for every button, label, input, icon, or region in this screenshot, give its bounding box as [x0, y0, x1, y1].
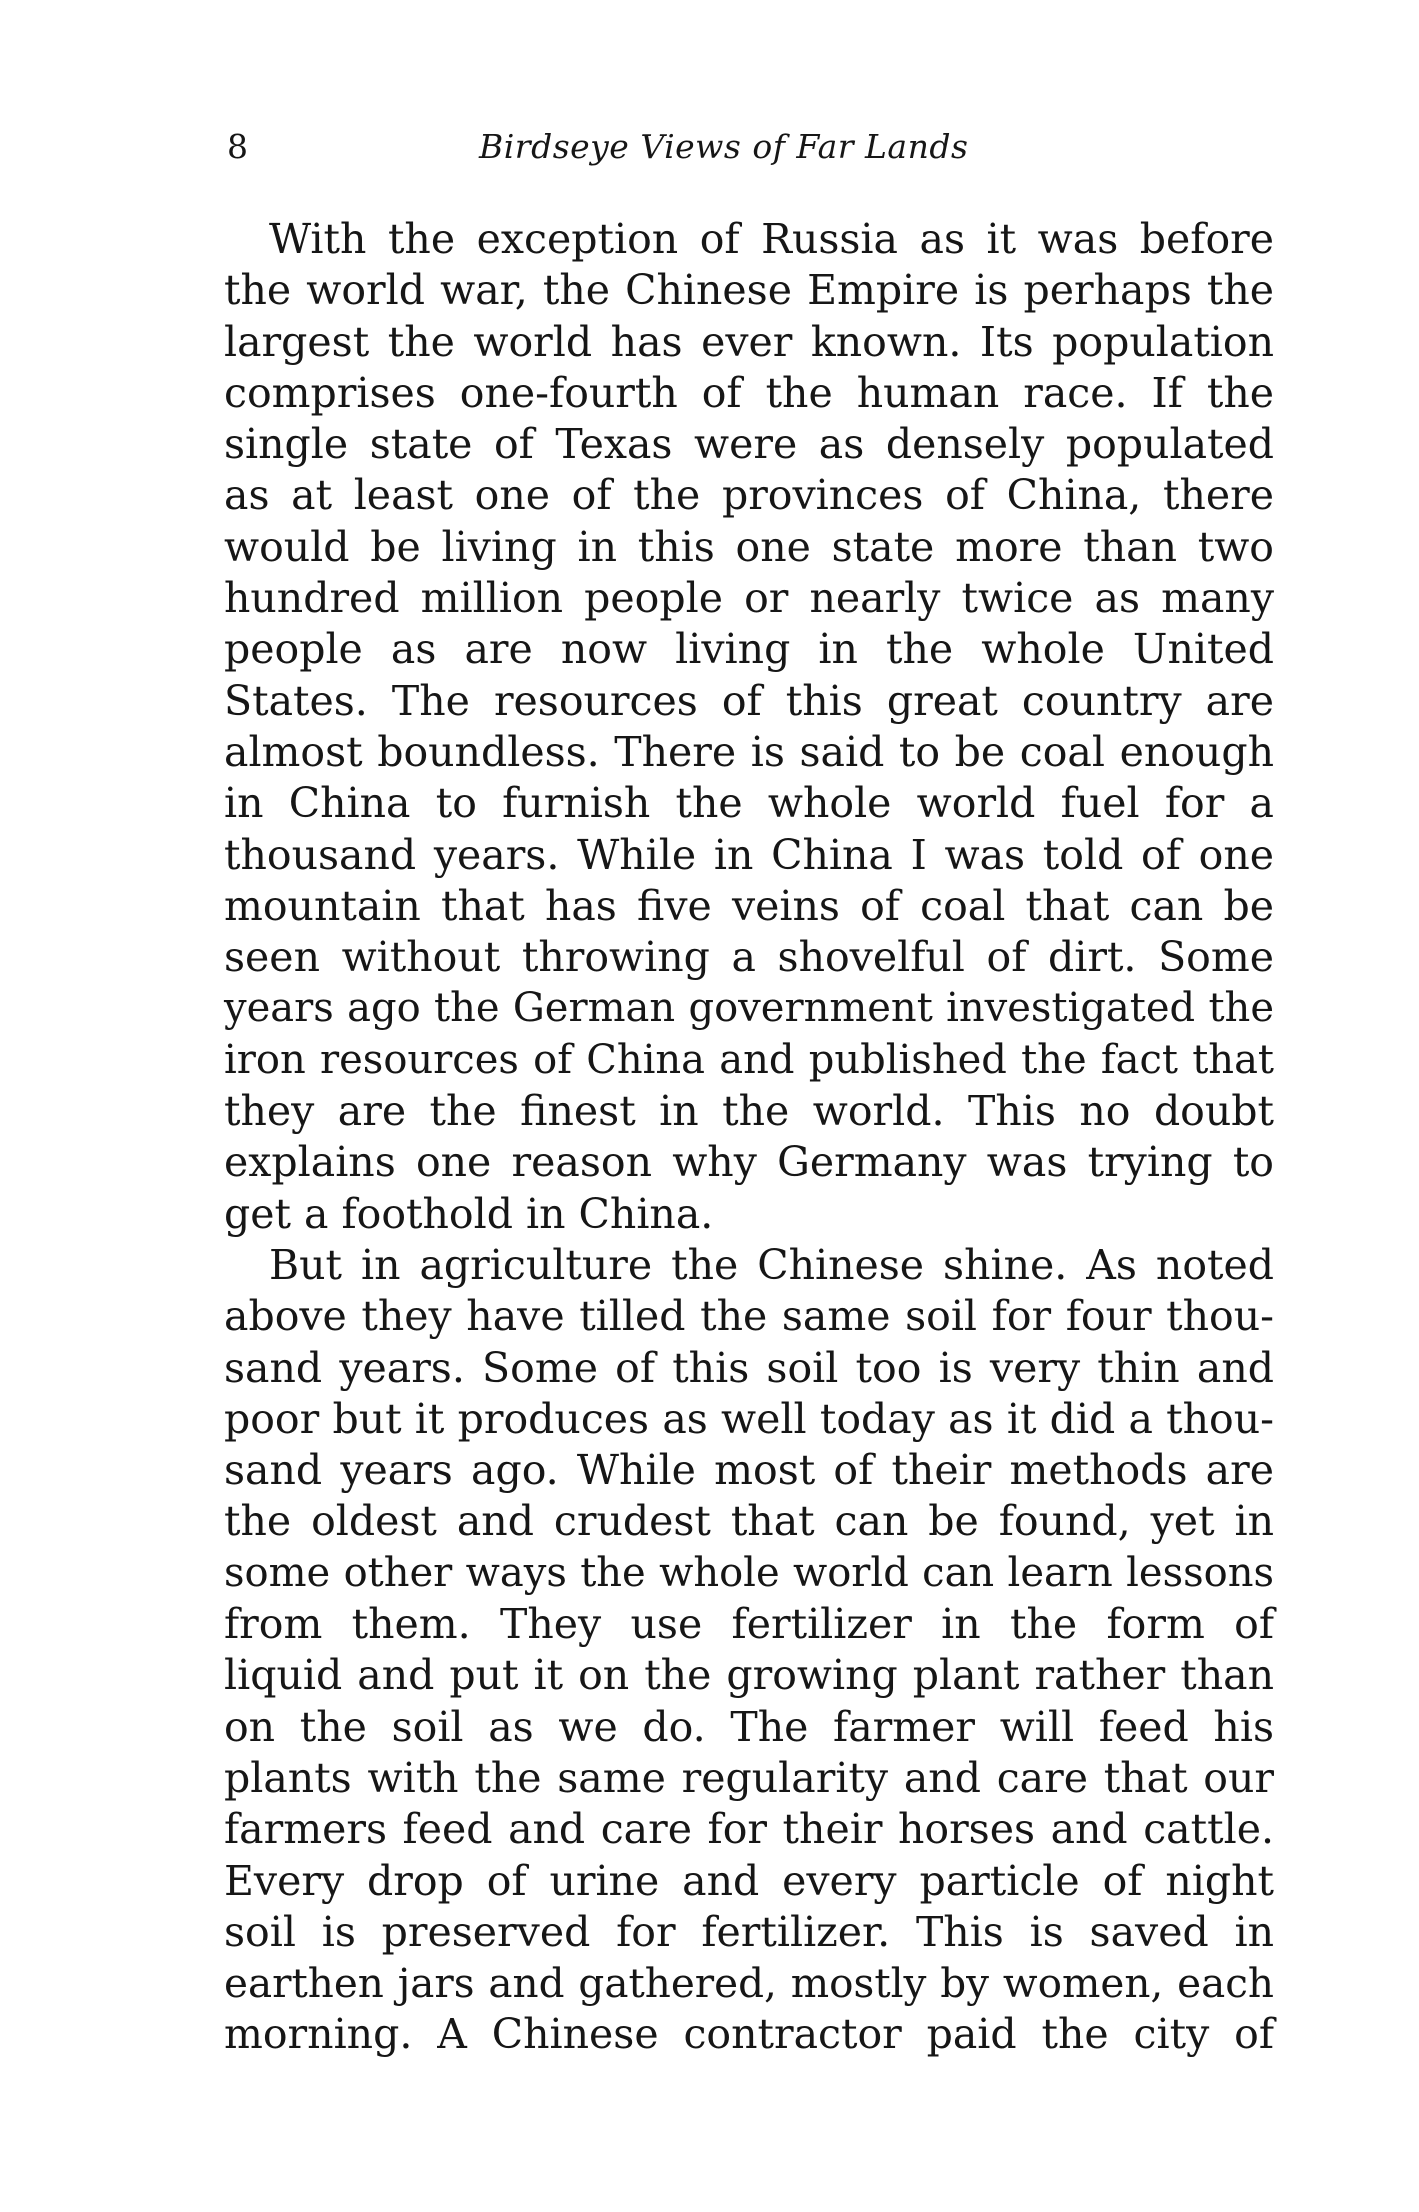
paragraph-1: [224, 214, 1274, 1240]
text-line: in China to furnish the whole world fuel for a: [224, 779, 1274, 828]
text-line: thousand years. While in China I was told of one: [224, 830, 1274, 879]
text-line: iron resources of China and published the fact that: [224, 1036, 1274, 1083]
text-line: largest the world has ever known. Its population: [224, 317, 1274, 366]
paragraph-2: [224, 1240, 1274, 2061]
text-line: some other ways the whole world can learn lessons: [224, 1549, 1274, 1596]
text-line: get a foothold in China.: [224, 1189, 714, 1238]
text-line: With the exception of Russia as it was before: [269, 215, 1274, 263]
text-line: But in agriculture the Chinese shine. As noted: [269, 1240, 1274, 1289]
text-line: on the soil as we do. The farmer will feed his: [224, 1702, 1274, 1751]
text-line: plants with the same regularity and care that our: [224, 1753, 1274, 1802]
text-line: comprises one-fourth of the human race. If the: [224, 368, 1274, 417]
text-line: seen without throwing a shovelful of dirt. Some: [224, 933, 1274, 982]
text-line: years ago the German government investigated the: [224, 985, 1274, 1032]
text-line: the world war, the Chinese Empire is perhaps the: [224, 266, 1274, 315]
text-line: Every drop of urine and every particle of night: [224, 1856, 1274, 1905]
text-line: almost boundless. There is said to be coal enough: [224, 727, 1274, 776]
text-line: poor but it produces as well today as it did a thou-: [224, 1394, 1274, 1443]
text-line: States. The resources of this great country are: [224, 676, 1274, 725]
text-line: people as are now living in the whole United: [224, 625, 1274, 674]
text-line: explains one reason why Germany was trying to: [224, 1138, 1274, 1187]
text-line: hundred million people or nearly twice as many: [224, 574, 1274, 623]
text-line: above they have tilled the same soil for four thou-: [224, 1292, 1274, 1341]
page-number: 8: [227, 127, 248, 166]
running-head: [227, 122, 1027, 172]
text-line: from them. They use fertilizer in the form of: [224, 1600, 1274, 1649]
body-text: [224, 214, 1274, 2061]
text-line: liquid and put it on the growing plant rather than: [224, 1651, 1274, 1700]
text-line: mountain that has five veins of coal that can be: [224, 881, 1274, 930]
text-line: they are the finest in the world. This no doubt: [224, 1087, 1274, 1136]
text-line: sand years ago. While most of their methods are: [224, 1446, 1274, 1495]
text-line: morning. A Chinese contractor paid the city of: [224, 2010, 1274, 2059]
text-line: single state of Texas were as densely populated: [224, 420, 1274, 469]
text-line: would be living in this one state more than two: [224, 522, 1274, 571]
text-line: farmers feed and care for their horses and cattle.: [224, 1805, 1274, 1854]
text-line: as at least one of the provinces of China, there: [224, 471, 1274, 520]
running-head-title: Birdseye Views of Far Lands: [479, 127, 969, 166]
text-line: sand years. Some of this soil too is very thin and: [224, 1343, 1274, 1392]
text-line: soil is preserved for fertilizer. This is saved in: [224, 1907, 1274, 1956]
text-line: the oldest and crudest that can be found, yet in: [224, 1497, 1274, 1546]
text-line: earthen jars and gathered, mostly by women, each: [224, 1959, 1274, 2008]
